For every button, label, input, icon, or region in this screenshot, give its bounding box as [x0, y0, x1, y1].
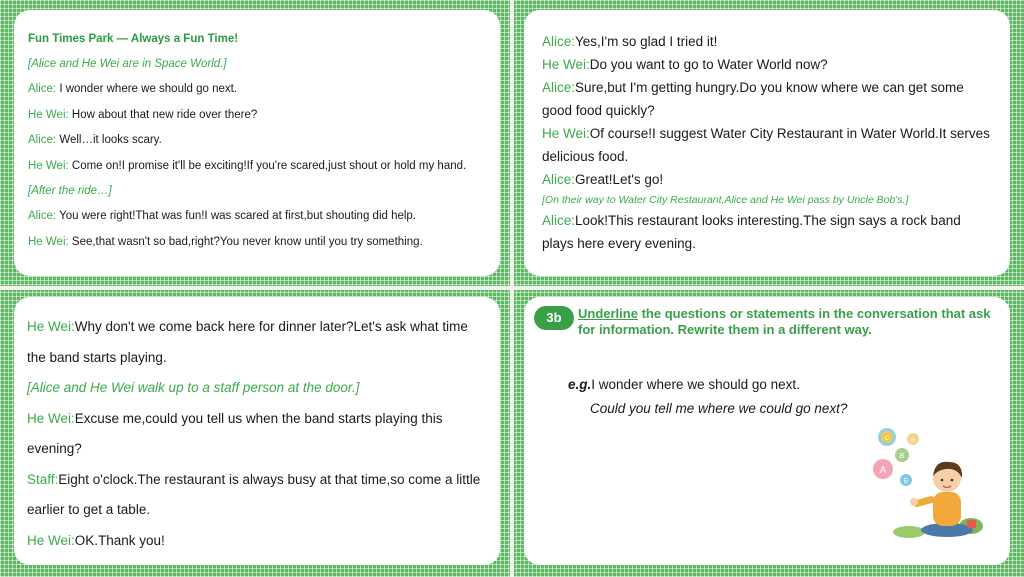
- letter-bubble-e: [907, 433, 919, 445]
- svg-text:E: E: [903, 478, 909, 485]
- example-line: [568, 377, 800, 392]
- dialogue-line: [27, 411, 442, 426]
- dialogue-text: Do you want to go to Water World now?: [589, 57, 828, 72]
- svg-text:A: A: [879, 465, 887, 476]
- speaker-name: He Wei:: [28, 236, 69, 248]
- dialogue-panel-3: [14, 297, 500, 565]
- dialogue-text: Excuse me,could you tell us when the band starts playing this: [74, 411, 443, 426]
- dialogue-line-continued: plays here every evening.: [542, 236, 696, 251]
- speaker-name: Staff:: [27, 472, 59, 487]
- dialogue-text: You were right!That was fun!I was scared at first,but shouting did help.: [56, 210, 417, 222]
- stage-direction: [On their way to Water City Restaurant,Alice and He Wei pass by Uncle Bob's.]: [542, 194, 909, 206]
- dialogue-line: [542, 34, 717, 49]
- speaker-name: Alice:: [542, 213, 576, 228]
- dialogue-line: [542, 57, 828, 72]
- dialogue-line: [28, 134, 162, 146]
- letter-bubble-c: [878, 428, 896, 446]
- dialogue-line: [27, 533, 165, 548]
- letter-bubble-E: [900, 474, 912, 486]
- stage-direction: [Alice and He Wei are in Space World.]: [28, 58, 227, 70]
- instruction-text: the questions or statements in the conversation that ask for information. Rewrite them in a different way.: [578, 306, 991, 337]
- dialogue-text: I wonder where we should go next.: [56, 83, 238, 95]
- dialogue-text: Of course!I suggest Water City Restaurant in Water World.It serves: [589, 126, 990, 141]
- speaker-name: He Wei:: [27, 533, 75, 548]
- grass-left: [893, 526, 925, 538]
- speaker-name: He Wei:: [27, 319, 75, 334]
- dialogue-line: [542, 126, 990, 141]
- dialogue-line: [28, 160, 466, 172]
- svg-text:c: c: [885, 433, 889, 442]
- dialogue-line-continued: the band starts playing.: [27, 350, 167, 365]
- underline-keyword: Underline: [578, 306, 638, 321]
- dialogue-line: [28, 83, 237, 95]
- boy-juggling-letters-illustration: [869, 422, 989, 542]
- dialogue-text: Great!Let's go!: [575, 172, 664, 187]
- dialogue-line-continued: earlier to get a table.: [27, 502, 151, 517]
- dialogue-line: [28, 210, 416, 222]
- dialogue-text: Eight o'clock.The restaurant is always busy at that time,so come a little: [58, 472, 481, 487]
- dialogue-text: Well…it looks scary.: [56, 134, 162, 146]
- dialogue-text: Sure,but I'm getting hungry.Do you know where we can get some: [575, 80, 964, 95]
- stage-direction: [After the ride…]: [28, 185, 112, 197]
- dialogue-text: Yes,I'm so glad I tried it!: [575, 34, 718, 49]
- dialogue-line: [542, 213, 961, 228]
- dialogue-text: How about that new ride over there?: [68, 109, 258, 121]
- dialogue-panel-2: [524, 10, 1010, 276]
- cup: [967, 520, 976, 528]
- park-title: Fun Times Park — Always a Fun Time!: [28, 33, 239, 45]
- example-answer: Could you tell me where we could go next?: [590, 401, 848, 416]
- dialogue-text: Come on!I promise it'll be exciting!If you're scared,just shout or hold my hand.: [68, 160, 467, 172]
- speaker-name: Alice:: [542, 34, 576, 49]
- example-text: I wonder where we should go next.: [591, 377, 800, 392]
- dialogue-line: [542, 172, 663, 187]
- dialogue-line: [28, 109, 257, 121]
- speaker-name: Alice:: [28, 134, 57, 146]
- dialogue-text: Why don't we come back here for dinner later?Let's ask what time: [74, 319, 468, 334]
- dialogue-line-continued: delicious food.: [542, 149, 629, 164]
- hand: [910, 498, 918, 506]
- dialogue-line: [27, 319, 468, 334]
- dialogue-line: [542, 80, 964, 95]
- speaker-name: Alice:: [28, 83, 57, 95]
- dialogue-line: [27, 472, 480, 487]
- letter-bubble-B: [895, 448, 909, 462]
- speaker-name: He Wei:: [28, 160, 69, 172]
- speaker-name: He Wei:: [542, 57, 590, 72]
- orange-shirt: [933, 492, 961, 526]
- letter-bubble-A: [873, 459, 893, 479]
- horizontal-divider: [0, 286, 1024, 290]
- stage-direction: [Alice and He Wei walk up to a staff person at the door.]: [27, 380, 360, 395]
- example-tag: e.g.: [568, 377, 592, 392]
- task-instruction: [578, 306, 998, 338]
- svg-text:e: e: [911, 437, 915, 444]
- dialogue-text: See,that wasn't so bad,right?You never know until you try something.: [68, 236, 423, 248]
- dialogue-line-continued: evening?: [27, 441, 82, 456]
- speaker-name: Alice:: [542, 172, 576, 187]
- task-number-badge: 3b: [534, 306, 574, 330]
- speaker-name: Alice:: [542, 80, 576, 95]
- dialogue-line: [28, 236, 423, 248]
- dialogue-text: OK.Thank you!: [74, 533, 165, 548]
- dialogue-panel-1: [14, 10, 500, 276]
- speaker-name: He Wei:: [27, 411, 75, 426]
- speaker-name: He Wei:: [28, 109, 69, 121]
- task-panel: [524, 297, 1010, 565]
- dialogue-text: Look!This restaurant looks interesting.The sign says a rock band: [575, 213, 961, 228]
- svg-text:B: B: [899, 453, 905, 460]
- dialogue-line-continued: good food quickly?: [542, 103, 655, 118]
- speaker-name: Alice:: [28, 210, 57, 222]
- speaker-name: He Wei:: [542, 126, 590, 141]
